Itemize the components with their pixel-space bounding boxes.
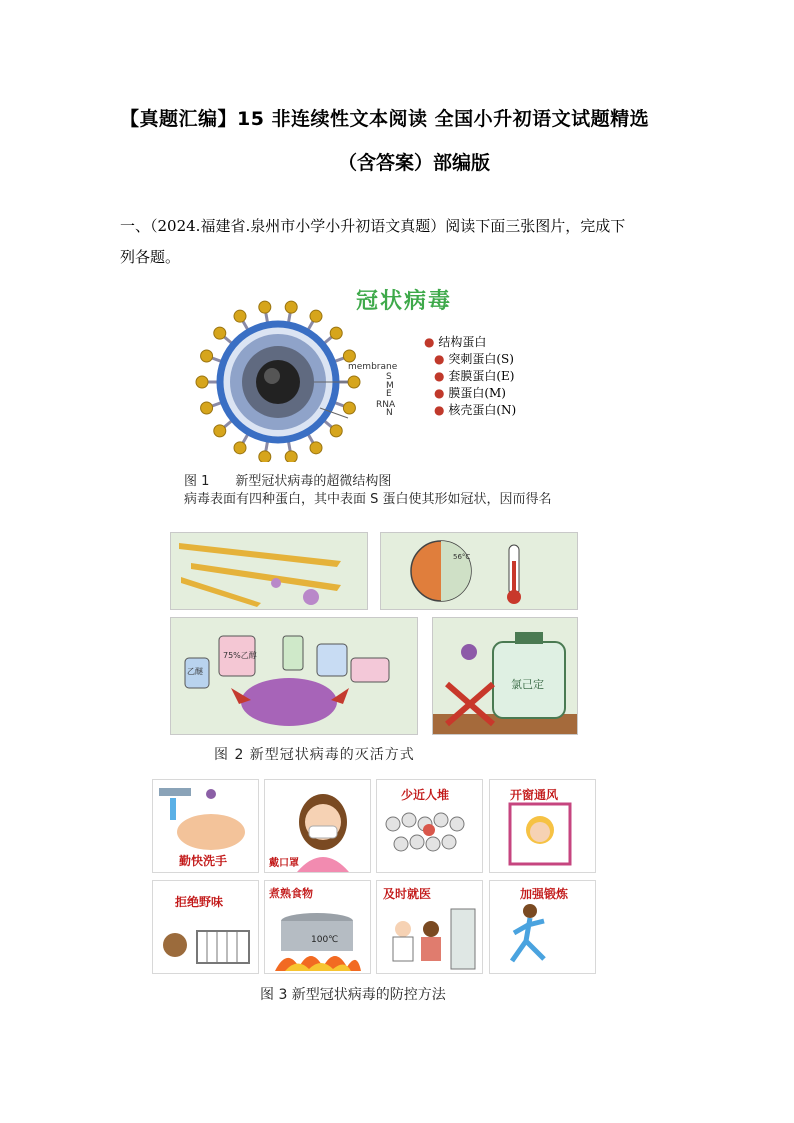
figure1-caption: 图 1 新型冠状病毒的超微结构图: [184, 474, 392, 489]
spike-head: [196, 376, 208, 388]
spike-head: [214, 327, 226, 339]
inactivation-panel-alcohol: [170, 617, 418, 735]
question-text-line1: 一、（2024.福建省.泉州市小学小升初语文真题）阅读下面三张图片，完成下: [120, 217, 626, 235]
label-rna: RNA: [376, 400, 396, 410]
virus-structure-icon: [192, 296, 412, 462]
legend-item: ● 核壳蛋白(N): [434, 403, 517, 417]
spike-head: [310, 442, 322, 454]
uv-rays-icon: [171, 533, 367, 609]
label-ether: 乙醚: [187, 667, 203, 676]
inactivation-panel-heat: [380, 532, 578, 610]
spike-head: [234, 310, 246, 322]
figure1-image: [192, 282, 562, 462]
tile-label: 勤快洗手: [179, 854, 228, 868]
alcohol-bottles-icon: [171, 618, 417, 734]
spike-head: [310, 310, 322, 322]
document-title-line1: 【真题汇编】15 非连续性文本阅读 全国小升初语文试题精选: [120, 108, 650, 130]
spike-head: [285, 301, 297, 313]
document-title-line2: （含答案）部编版: [338, 152, 491, 174]
tile-ventilate: [489, 779, 596, 873]
label-membrane: membrane: [348, 362, 398, 372]
legend-item: ● 突刺蛋白(S): [434, 352, 514, 366]
tile-label: 煮熟食物: [269, 887, 313, 900]
tile-label: 拒绝野味: [175, 895, 224, 909]
tile-label: 加强锻炼: [520, 887, 569, 901]
spike-head: [201, 402, 213, 414]
tile-label: 开窗通风: [510, 788, 559, 802]
label-m: M: [386, 381, 394, 391]
figure1-description: 病毒表面有四种蛋白，其中表面 S 蛋白使其形如冠状，因而得名: [184, 492, 552, 507]
question-text-line2: 列各题。: [120, 248, 181, 266]
spike-head: [259, 301, 271, 313]
spike-head: [348, 376, 360, 388]
legend-item: ● 膜蛋白(M): [434, 386, 506, 400]
tile-label: 少近人堆: [401, 788, 450, 802]
label-75-ethanol: 75%乙醇: [223, 651, 257, 660]
inactivation-panel-uv: [170, 532, 368, 610]
label-s: S: [386, 372, 392, 382]
legend: [424, 334, 516, 419]
spike-head: [343, 402, 355, 414]
tile-label: 戴口罩: [269, 858, 299, 869]
spike-head: [330, 327, 342, 339]
tile-avoid-crowds: [376, 779, 483, 873]
spike-head: [259, 451, 271, 462]
legend-item: ● 套膜蛋白(E): [434, 369, 515, 383]
heat-thermometer-icon: [381, 533, 577, 609]
figure1-heading: 冠状病毒: [356, 289, 453, 314]
spike-head: [330, 425, 342, 437]
legend-item: ● 结构蛋白: [424, 335, 487, 349]
tile-wash-hands: [152, 779, 259, 873]
figure3-caption: 图 3 新型冠状病毒的防控方法: [260, 987, 446, 1003]
chlorhexidine-bottle-icon: [433, 618, 577, 734]
pot-temperature-label: 100℃: [311, 935, 339, 945]
tile-wear-mask: [264, 779, 371, 873]
spike-head: [285, 451, 297, 462]
label-n: N: [386, 408, 393, 418]
heat-temperature-label: 56°C: [453, 553, 471, 561]
tile-see-doctor: [376, 880, 483, 974]
inactivation-panel-chlorhexidine: [432, 617, 578, 735]
label-e: E: [386, 389, 392, 399]
spike-head: [201, 350, 213, 362]
tile-label: 及时就医: [383, 887, 432, 901]
label-chlorhexidine: 氯己定: [511, 678, 544, 691]
tile-exercise: [489, 880, 596, 974]
tile-cook-food: [264, 880, 371, 974]
figure2-caption: 图 2 新型冠状病毒的灭活方式: [214, 747, 415, 763]
spike-head: [234, 442, 246, 454]
tile-no-wild-game: [152, 880, 259, 974]
spike-head: [214, 425, 226, 437]
spike-head: [343, 350, 355, 362]
